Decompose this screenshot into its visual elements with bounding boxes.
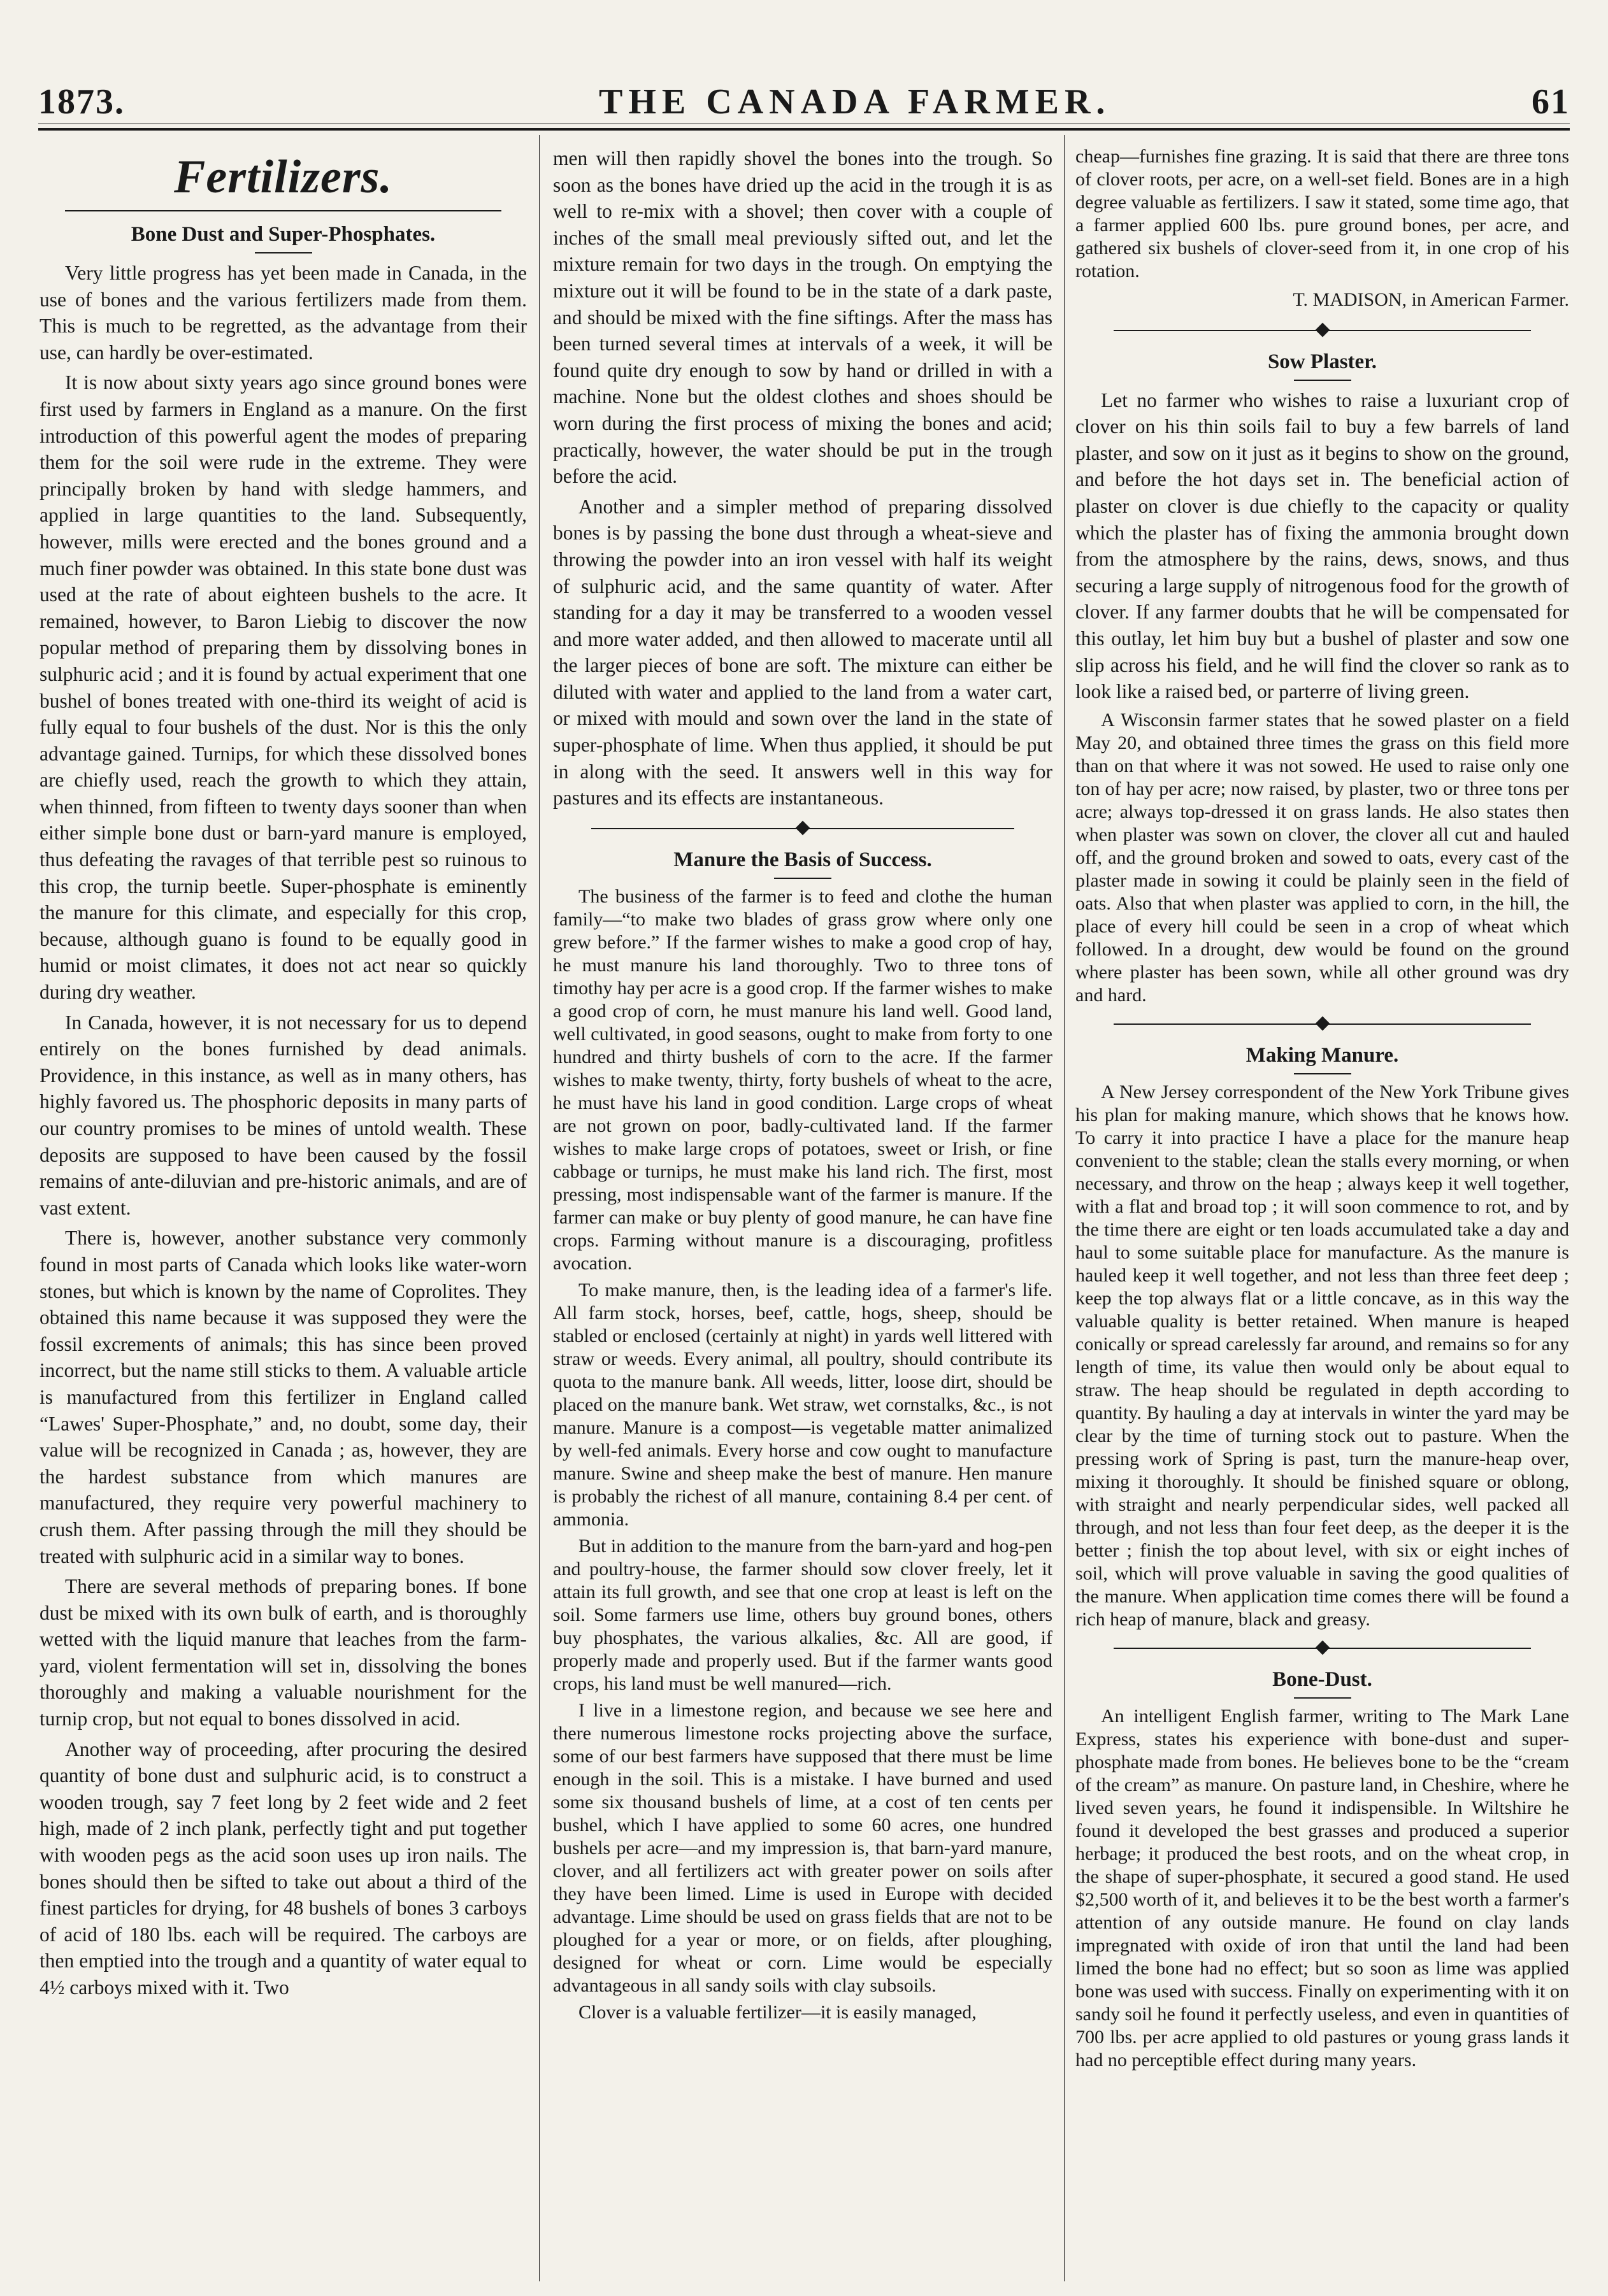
title-rule [1294, 1697, 1351, 1699]
signature: T. MADISON, in American Farmer. [1293, 289, 1569, 310]
header-rule-bottom [38, 128, 1570, 131]
paragraph: But in addition to the manure from the barn-yard and hog-pen and poultry-house, the farmer should sow clover freely, let it attain its full growth, and see that one crop at least is left on the soil. Some farmers use lime, others buy ground bones, others buy phosphates, the various alkalies, &c. All are good, if properly made and properly used. But if the farmer wants good crops, his land must be well manured—rich. [553, 1535, 1052, 1694]
column-1 [39, 145, 527, 2272]
column-3 [1075, 145, 1569, 2272]
header-year: 1873. [38, 82, 125, 122]
section-divider [1114, 1640, 1531, 1657]
paragraph: Let no farmer who wishes to raise a luxuriant crop of clover on his thin soils fail to buy a few barrels of land plaster, and sow on it just as it begins to show on the ground, and before the hot days set in. The beneficial action of plaster on clover is due chiefly to the capacity or quality which the plaster has of fixing the ammonia brought down from the atmosphere by the rains, dews, snows, and thus securing a large supply of nitrogenous food for the growth of clover. If any farmer doubts that he will be compensated for this outlay, let him buy but a bushel of plaster and sow one slip across his field, and he will find the clover so rank as to look like a raised bed, or parterre of living green. [1075, 389, 1569, 703]
article-title-bone-dust-2: Bone-Dust. [1272, 1667, 1372, 1691]
section-divider [1114, 322, 1531, 339]
title-rule [1294, 1073, 1351, 1074]
article-title-making-manure: Making Manure. [1245, 1043, 1399, 1067]
header-title: THE CANADA FARMER. [599, 82, 1111, 122]
title-rule [255, 252, 312, 253]
paragraph-continued: men will then rapidly shovel the bones into the trough. So soon as the bones have dried up the acid in the trough it is as well to re-mix with a shovel; then cover with a couple of inches of the small meal previously sifted out, and let the mixture remain for two days in the trough. On emptying the mixture out it will be found to be in the state of a dark paste, and should be mixed with the fine siftings. After the mass has been turned several times at intervals of a week, it will be found quite dry enough to sow by hand or drilled in with a machine. None but the oldest clothes and shoes should be worn during the first process of mixing the bones and acid; practically, however, the water should be put in the trough before the acid. [553, 147, 1052, 488]
paragraph: A Wisconsin farmer states that he sowed plaster on a field May 20, and obtained three times the grass on this field more than on that where it was not sowed. He used to raise only one ton of hay per acre; now raised, by plaster, two or three tons per acre; always top-dressed it on grass lands. He also states then when plaster was sown on clover, the clover all cut and hauled off, and the ground broken and sowed to oats, every cast of the plaster made in sowing it could be plainly seen in the field of oats. Also that when plaster was applied to corn, in the hill, the place of every hill could be seen in a crop of wheat which followed. In a drought, dew would be found on the ground where plaster has been sown, while all other ground was dry and hard. [1075, 709, 1569, 1006]
paragraph: To make manure, then, is the leading idea of a farmer's life. All farm stock, horses, beef, cattle, hogs, sheep, should be stabled or enclosed (certainly at night) in yards well littered with straw or weeds. Every animal, all poultry, should contribute its quota to the manure bank. All weeds, litter, loose dirt, should be placed on the manure bank. Wet straw, wet cornstalks, &c., is not manure. Manure is a compost—is vegetable matter animalized by well-fed animals. Every horse and cow ought to manufacture manure. Swine and sheep make the best of manure. Hen manure is probably the richest of all manure, containing 8.4 per cent. of ammonia. [553, 1279, 1052, 1530]
paragraph: There is, however, another substance very commonly found in most parts of Canada which looks like water-worn stones, but which is known by the name of Coprolites. They obtained this name because it was supposed they were the fossil excrements of animals; this has since been proved incorrect, but the name still sticks to them. A valuable article is manufactured from this fertilizer in England called “Lawes' Super-Phosphate,” and, no doubt, some day, their value will be recognized in Canada ; as, however, they are the hardest substance from which manures are manufactured, they require very powerful machinery to crush them. After passing through the mill they should be treated with sulphuric acid in a similar way to bones. [39, 1227, 527, 1567]
column-divider-2 [1064, 135, 1065, 2281]
column-divider-1 [539, 135, 540, 2281]
paragraph-continued: cheap—furnishes fine grazing. It is said that there are three tons of clover roots, per acre, on a well-set field. Bones are in a high degree valuable as fertilizers. I saw it stated, some time ago, that a farmer applied 600 lbs. pure ground bones, per acre, and gathered six bushels of clover-seed from it, in one crop of his rotation. [1075, 146, 1569, 282]
page-header [0, 0, 1608, 134]
section-divider [1114, 1016, 1531, 1032]
paragraph: It is now about sixty years ago since ground bones were first used by farmers in England as a manure. On the first introduction of this powerful agent the modes of preparing them for the soil were rude in the extreme. They were principally broken by hand with sledge hammers, and applied in large quantities to the land. Subsequently, however, mills were erected and the bones ground and a much finer powder was obtained. In this state bone dust was used at the rate of about eighteen bushels to the acre. It remained, however, to Baron Liebig to discover the now popular method of preparing them by dissolving bones in sulphuric acid ; and it is found by actual experiment that one bushel of bones treated with one-third its weight of acid is fully equal to four bushels of the dust. Nor is this the only advantage gained. Turnips, for which these dissolved bones are chiefly used, reach the growth to which they attain, when thinned, from fifteen to twenty days sooner than when either simple bone dust or barn-yard manure is employed, thus defeating the ravages of that terrible pest so ruinous to this crop, the turnip beetle. Super-phosphate is eminently the manure for this climate, and especially for this crop, because, although guano is found to be equally good in humid or moist climates, it does not act near so quickly during dry weather. [39, 371, 527, 1004]
section-divider [591, 820, 1014, 837]
paragraph: Very little progress has yet been made in Canada, in the use of bones and the various fertilizers made from them. This is much to be regretted, as the advantage from their use, can hardly be over-estimated. [39, 262, 527, 364]
paragraph: I live in a limestone region, and because we see here and there numerous limestone rocks projecting above the surface, some of our best farmers have supposed that there must be lime enough in the soil. This is a mistake. I have burned and used some six thousand bushels of lime, at a cost of ten cents per bushel, which I have applied to some 60 acres, one hundred bushels per acre—and my impression is, that barn-yard manure, clover, and all fertilizers act with greater power on soils after they have been limed. Lime is used in Europe with decided advantage. Lime should be used on grass fields that are not to be ploughed for a year or more, or on fields, after ploughing, designed for wheat or corn. Lime would be especially advantageous in all sandy soils with clay subsoils. [553, 1699, 1052, 1996]
department-rule [65, 210, 501, 211]
paragraph: Another and a simpler method of preparing dissolved bones is by passing the bone dust through a wheat-sieve and throwing the powder into an iron vessel with half its weight of sulphuric acid, and the same quantity of water. After standing for a day it may be transferred to a wooden vessel and more water added, and then allowed to macerate until all the larger pieces of bone are soft. The mixture can either be diluted with water and applied to the land from a water cart, or mixed with mould and sown over the land in the state of super-phosphate of lime. When thus applied, it should be put in along with the seed. It answers well in this way for pastures and its effects are instantaneous. [553, 495, 1052, 809]
paragraph: The business of the farmer is to feed and clothe the human family—“to make two blades of grass grow where only one grew before.” If the farmer wishes to make a good crop of hay, he must manure his land thoroughly. Two to three tons of timothy hay per acre is a good crop. If the farmer wishes to make a good crop of corn, he must manure his land well. Good land, well cultivated, in good seasons, ought to make from forty to one hundred and thirty bushels of corn to the acre. If the farmer wishes to make twenty, thirty, forty bushels of wheat to the acre, he must have his land in good condition. Large crops of wheat are not grown on poor, badly-cultivated land. If the farmer wishes to make large crops of potatoes, sweet or Irish, or fine cabbage or turnips, he must make his land rich. The first, most pressing, most indispensable want of the farmer is manure. If the farmer can make or buy plenty of good manure, he can have fine crops. Farming without manure is a discouraging, profitless avocation. [553, 885, 1052, 1274]
paragraph: Clover is a valuable fertilizer—it is easily managed, [578, 2001, 977, 2023]
article-title-bone-dust: Bone Dust and Super-Phosphates. [131, 223, 436, 246]
header-page-number: 61 [1532, 82, 1570, 122]
paragraph: Another way of proceeding, after procuring the desired quantity of bone dust and sulphuric acid, is to construct a wooden trough, say 7 feet long by 2 feet wide and 2 feet high, made of 2 inch plank, perfectly tight and put together with wooden pegs as the acid soon uses up iron nails. The bones should then be sifted to take out about a third of the finest particles for drying, for 48 bushels of bones 3 carboys of acid of 180 lbs. each will be required. The carboys are then emptied into the trough and a quantity of water equal to 4½ carboys mixed with it. Two [39, 1737, 527, 1999]
paragraph: A New Jersey correspondent of the New York Tribune gives his plan for making manure, which shows that he knows how. To carry it into practice I have a place for the manure heap convenient to the stable; clean the stalls every morning, or when necessary, and throw on the heap ; always keep it well together, with a flat and broad top ; it will soon commence to rot, and by the time there are eight or ten loads accumulated take a day and haul to some suitable place for manufacture. As the manure is hauled keep it well together, and not less than three feet deep ; keep the top always flat or a little concave, as in this way the valuable quality is better retained. When manure is heaped conically or spread carelessly far around, and remains so for any length of time, its value then would only be about equal to straw. The heap should be regulated in depth according to quantity. By hauling a day at intervals in winter the yard may be clear by the time of turning stock out to pasture. When the pressing work of Spring is past, turn the manure-heap over, mixing it thoroughly. It should be finished square or oblong, with straight and nearly perpendicular sides, well packed all through, and not less than four feet deep, as the deeper it is the better ; finish the top about level, with six or eight inches of soil, which will prove valuable in saving the good qualities of the manure. When application time comes there will be found a rich heap of manure, black and greasy. [1075, 1081, 1569, 1630]
title-rule [774, 878, 831, 879]
department-heading: Fertilizers. [174, 151, 392, 203]
article-title-sow-plaster: Sow Plaster. [1267, 350, 1377, 373]
article-title-manure-basis: Manure the Basis of Success. [673, 848, 932, 871]
paragraph: An intelligent English farmer, writing to The Mark Lane Express, states his experience with bone-dust and super-phosphate made from bones. He believes bone to be the “cream of the cream” as manure. On pasture land, in Cheshire, where he lived seven years, he found it indispensible. In Wiltshire he found it developed the best grasses and produced a superior herbage; it produced the best roots, and on the wheat crop, in the shape of super-phosphate, it secured a good stand. He used $2,500 worth of it, and believes it to be the best worth a farmer's attention of any outside manure. He found on clay lands impregnated with oxide of iron that until the land had been limed the bone had no effect; but so soon as lime was applied bone was used with success. Finally on experimenting with it on sandy soil he found it perfectly useless, and even in quantities of 700 lbs. per acre applied to old pastures or young grass lands it had no perceptible effect during many years. [1075, 1705, 1569, 2071]
column-2 [553, 145, 1052, 2272]
paragraph: In Canada, however, it is not necessary for us to depend entirely on the bones furnished by dead animals. Providence, in this instance, as well as in many others, has highly favored us. The phosphoric deposits in many parts of our country promises to be mines of untold wealth. These deposits are supposed to have been caused by the fossil remains of ante-diluvian and pre-historic animals, and are of vast extent. [39, 1011, 527, 1219]
title-rule [1294, 380, 1351, 381]
paragraph: There are several methods of preparing bones. If bone dust be mixed with its own bulk of earth, and is thoroughly wetted with the liquid manure that leaches from the farm-yard, violent fermentation will set in, dissolving the bones thoroughly and making a valuable nourishment for the turnip crop, but not equal to bones dissolved in acid. [39, 1575, 527, 1730]
